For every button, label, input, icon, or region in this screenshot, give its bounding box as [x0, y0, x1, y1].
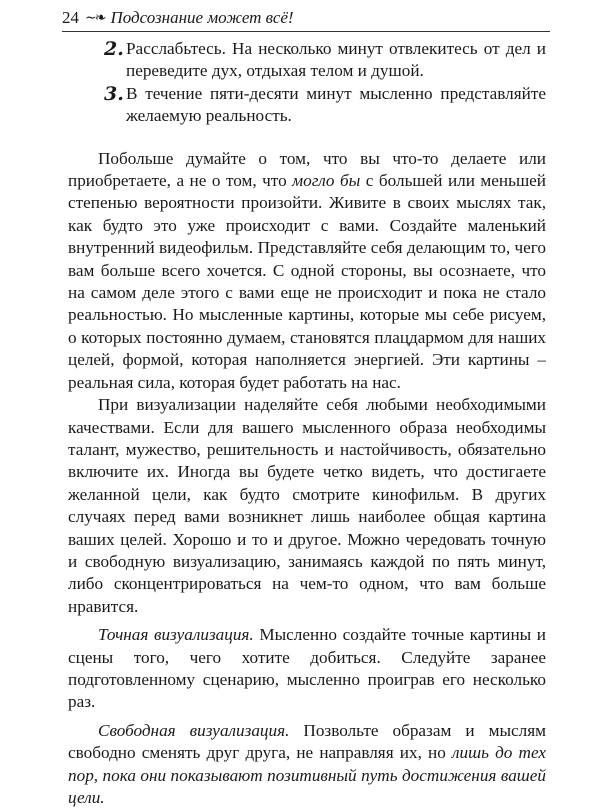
- paragraph-4: [68, 720, 546, 809]
- section-term: Свободная визуализация.: [98, 720, 290, 740]
- paragraph-3: [68, 624, 546, 714]
- paragraph-text: Позвольте образам и мыслям свободно сменять друг друга, не направляя их, но: [68, 720, 546, 763]
- section-term: Точная визуализация.: [98, 625, 254, 645]
- paragraph-text: Побольше думайте о том, что вы что-то делаете или приобретаете, а не о том, что: [68, 148, 546, 191]
- list-text: Расслабьтесь. На несколько минут отвлекитесь от дел и переведите дух, отдыхая телом и душой.: [126, 39, 546, 81]
- page-body: [68, 38, 546, 809]
- emphasis-text: лишь до тех пор, пока они показывают позитивный путь достижения вашей цели.: [68, 743, 546, 807]
- page-number: 24: [62, 8, 79, 27]
- header-rule: [62, 31, 550, 32]
- list-item: [104, 38, 546, 83]
- spacer: [68, 128, 546, 148]
- running-title: Подсознание может всё!: [110, 8, 294, 27]
- page-header: [62, 6, 542, 30]
- paragraph-1: [68, 148, 546, 394]
- paragraph-text: Мысленно создайте точные картины и сцены того, чего хотите добиться. Следуйте заранее подготовленному сценарию, мысленно проиграв его несколько раз.: [68, 625, 546, 712]
- list-number: 3.: [104, 82, 124, 105]
- list-number: 2.: [104, 38, 124, 60]
- emphasis-text: могло бы: [292, 171, 361, 191]
- list-text: В течение пяти-десяти минут мысленно представляйте желаемую реальность.: [126, 83, 546, 126]
- list-item: [104, 83, 546, 128]
- ornament-icon: ∼❧: [85, 10, 105, 26]
- paragraph-2: При визуализации наделяйте себя любыми необходимыми качествами. Если для вашего мысленного образа необходимы талант, мужество, решительность и настойчивость, обязательно включите их. Иногда вы будете четко видеть, что достигаете желанной цели, как будто смотрите кинофильм. В других случаях перед вами возникнет лишь наиболее общая картина ваших целей. Хорошо и то и другое. Можно чередовать точную и свободную визуализацию, занимаясь каждой по пять минут, либо сконцентрироваться на чем-то одном, что вам больше нравится.: [68, 395, 546, 616]
- paragraph-text: с большей или меньшей степенью вероятности произойти. Живите в своих мыслях так, как будто это уже происходит с вами. Создайте маленький внутренний видеофильм. Представляйте себя делающим то, чего вам больше всего хочется. С одной стороны, вы осознаете, что на самом деле этого с вами еще не происходит и пока не стало реальностью. Но мысленные картины, которые мы себе рисуем, о которых постоянно думаем, становятся плацдармом для наших целей, формой, которая наполняется энергией. Эти картины – реальная сила, которая будет работать на нас.: [68, 171, 547, 392]
